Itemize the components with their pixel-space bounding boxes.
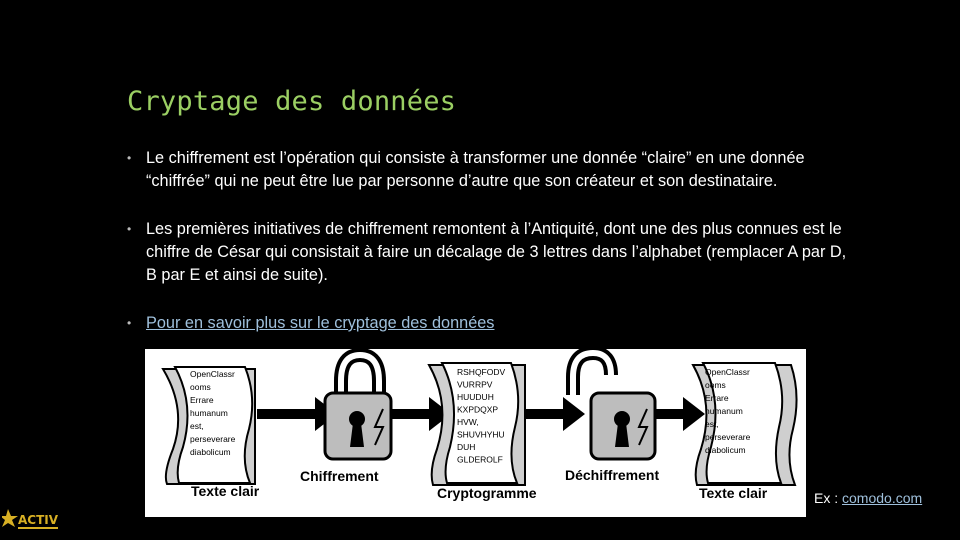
arrow-right-icon (655, 397, 705, 431)
document-text-line: GLDEROLF (457, 454, 503, 465)
plaintext-document-icon (163, 367, 255, 484)
document-text-line: perseverare (705, 432, 751, 442)
label-decryption: Déchiffrement (565, 467, 660, 483)
label-encryption: Chiffrement (300, 468, 379, 484)
document-text-line: HVW, (457, 417, 479, 427)
bullet-text: Le chiffrement est l’opération qui consiste à transformer une donnée “claire” en une donnée “chiffrée” qui ne peut être lue par personne d’autre que son créateur et son destinataire. (146, 149, 805, 190)
bullet-icon: • (127, 316, 132, 330)
slide-title: Cryptage des données (127, 86, 457, 117)
bullet-icon: • (127, 151, 132, 165)
arrow-right-icon (525, 397, 585, 431)
example-prefix: Ex : (814, 490, 843, 506)
open-padlock-icon (573, 353, 655, 459)
bullet-item (127, 312, 847, 335)
document-text-line: VURRPV (457, 379, 493, 390)
document-text-line: humanum (705, 406, 743, 416)
document-text-line: est, (190, 421, 204, 431)
bullet-text: Les premières initiatives de chiffrement remontent à l’Antiquité, dont une des plus connues est le chiffre de César qui consistait à faire un décalage de 3 lettres dans l’alphabet (remplacer A par D, B par E et ainsi de suite). (146, 220, 847, 284)
logo-text: ACTIV (18, 513, 59, 527)
encryption-diagram (145, 349, 806, 517)
document-text-line: Errare (705, 393, 729, 403)
closed-padlock-icon (325, 355, 391, 459)
bullet-item (127, 147, 847, 193)
bullet-icon: • (127, 222, 132, 236)
document-text-line: est, (705, 419, 719, 429)
bullet-item (127, 218, 847, 287)
document-text-line: ooms (705, 380, 726, 390)
activ-logo-icon (2, 505, 62, 535)
document-text-line: HUUDUH (457, 392, 494, 402)
label-plaintext: Texte clair (191, 483, 260, 499)
label-ciphertext: Cryptogramme (437, 485, 537, 501)
example-caption (814, 490, 922, 506)
document-text-line: SHUVHYHU (457, 429, 505, 440)
ciphertext-document-icon (429, 363, 525, 485)
document-text-line: DUH (457, 442, 476, 452)
document-text-line: ooms (190, 382, 211, 392)
plaintext-document-icon (693, 363, 797, 485)
document-text-line: diabolicum (705, 445, 746, 455)
label-plaintext-2: Texte clair (699, 485, 768, 501)
example-link[interactable]: comodo.com (842, 490, 923, 506)
document-text-line: humanum (190, 408, 228, 418)
document-text-line: RSHQFODV (457, 367, 506, 377)
document-text-line: Errare (190, 395, 214, 405)
document-text-line: OpenClassr (705, 367, 750, 377)
document-text-line: OpenClassr (190, 369, 235, 379)
more-info-link[interactable]: Pour en savoir plus sur le cryptage des données (146, 314, 495, 332)
document-text-line: KXPDQXP (457, 404, 499, 415)
document-text-line: diabolicum (190, 447, 231, 457)
bullet-list (127, 147, 847, 360)
document-text-line: perseverare (190, 434, 236, 444)
